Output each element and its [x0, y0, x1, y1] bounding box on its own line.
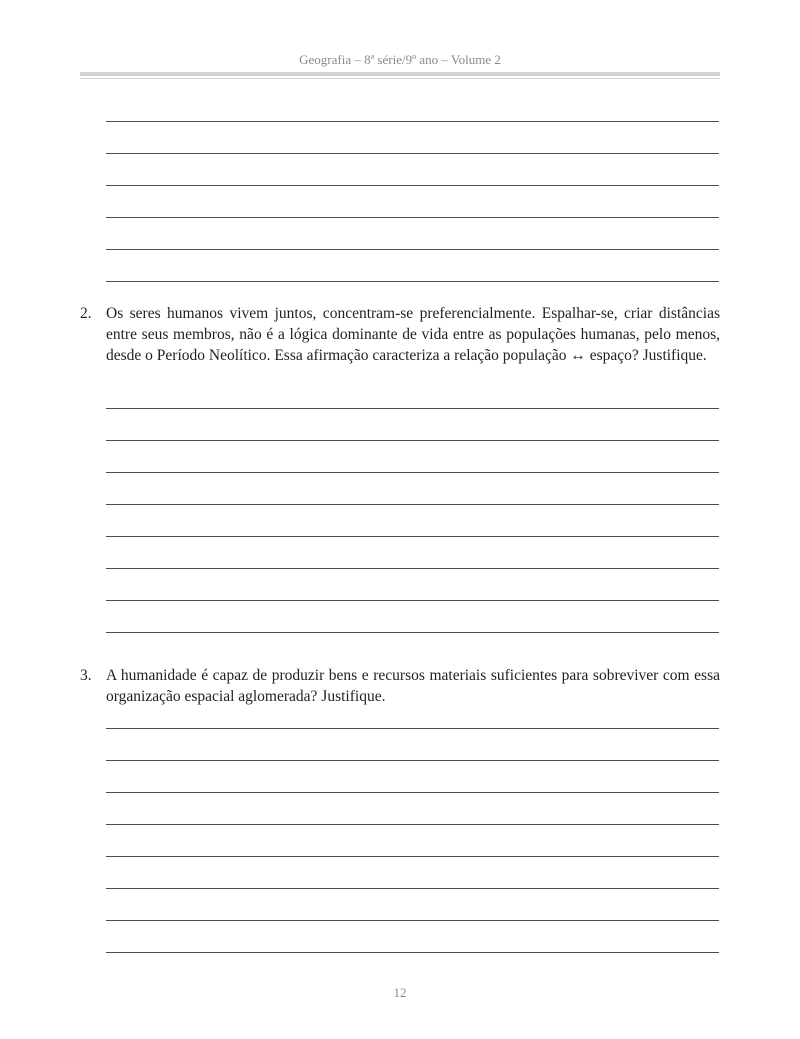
answer-line[interactable] — [106, 377, 719, 409]
answer-lines-question-2 — [106, 377, 719, 633]
answer-lines-previous — [106, 90, 719, 282]
question-number: 2. — [80, 305, 92, 322]
answer-line[interactable] — [106, 857, 719, 889]
answer-line[interactable] — [106, 729, 719, 761]
header-rule-thin — [80, 78, 720, 79]
answer-lines-question-3 — [106, 697, 719, 953]
question-2 — [80, 303, 720, 366]
page-number: 12 — [393, 985, 407, 1000]
answer-line[interactable] — [106, 186, 719, 218]
answer-line[interactable] — [106, 697, 719, 729]
answer-line[interactable] — [106, 825, 719, 857]
answer-line[interactable] — [106, 90, 719, 122]
question-text: Os seres humanos vivem juntos, concentram-se preferencialmente. Espalhar-se, criar distâncias entre seus membros, não é a lógica dominante de vida entre as populações humanas, pelo menos, desde o Período Neolítico. Essa afirmação caracteriza a relação população ↔ espaço? Justifique. — [106, 305, 720, 364]
answer-line[interactable] — [106, 122, 719, 154]
answer-line[interactable] — [106, 473, 719, 505]
header-rule — [80, 72, 720, 76]
answer-line[interactable] — [106, 218, 719, 250]
answer-line[interactable] — [106, 889, 719, 921]
answer-line[interactable] — [106, 409, 719, 441]
answer-line[interactable] — [106, 505, 719, 537]
running-header: Geografia – 8ª série/9º ano – Volume 2 — [299, 52, 501, 67]
answer-line[interactable] — [106, 569, 719, 601]
answer-line[interactable] — [106, 154, 719, 186]
answer-line[interactable] — [106, 761, 719, 793]
answer-line[interactable] — [106, 793, 719, 825]
question-text: A humanidade é capaz de produzir bens e recursos materiais suficientes para sobreviver com essa organização espacial aglomerada? Justifique. — [106, 667, 720, 705]
question-number: 3. — [80, 667, 92, 684]
answer-line[interactable] — [106, 250, 719, 282]
answer-line[interactable] — [106, 921, 719, 953]
answer-line[interactable] — [106, 601, 719, 633]
answer-line[interactable] — [106, 537, 719, 569]
answer-line[interactable] — [106, 441, 719, 473]
